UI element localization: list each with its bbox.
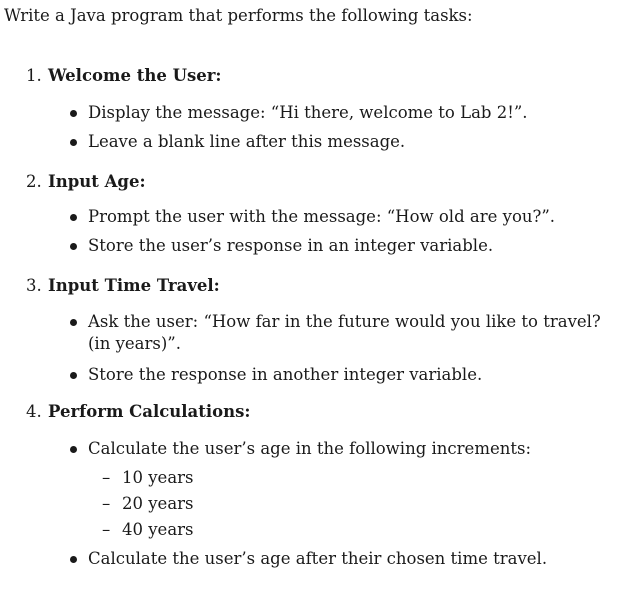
sub-list-item — [102, 520, 194, 539]
dash-icon: – — [102, 468, 111, 487]
bullet-icon — [70, 243, 77, 250]
bullet-icon — [70, 139, 77, 146]
section-1-title: Welcome the User: — [48, 66, 222, 85]
list-item — [70, 364, 630, 386]
sub-item-text: 20 years — [122, 494, 194, 513]
section-4-heading — [26, 402, 251, 421]
sub-list-item — [102, 494, 194, 513]
list-item — [70, 102, 630, 124]
section-1-number: 1. — [26, 66, 42, 85]
bullet-text: Store the user’s response in an integer variable. — [88, 236, 494, 255]
bullet-text: Store the response in another integer variable. — [88, 365, 483, 384]
list-item — [70, 438, 630, 460]
section-3-heading — [26, 276, 220, 295]
bullet-text: Prompt the user with the message: “How old are you?”. — [88, 207, 556, 226]
bullet-text: Calculate the user’s age after their chosen time travel. — [88, 549, 548, 568]
list-item — [70, 206, 630, 228]
intro-text: Write a Java program that performs the following tasks: — [4, 6, 473, 25]
list-item — [70, 548, 630, 570]
bullet-icon — [70, 446, 77, 453]
section-2-title: Input Age: — [48, 172, 146, 191]
bullet-text: Leave a blank line after this message. — [88, 132, 406, 151]
section-2-number: 2. — [26, 172, 42, 191]
section-3-number: 3. — [26, 276, 42, 295]
sub-list-item — [102, 468, 194, 487]
bullet-icon — [70, 556, 77, 563]
section-4-title: Perform Calculations: — [48, 402, 251, 421]
list-item — [70, 235, 630, 257]
list-item — [70, 131, 630, 153]
bullet-icon — [70, 110, 77, 117]
bullet-icon — [70, 319, 77, 326]
section-3-title: Input Time Travel: — [48, 276, 220, 295]
section-1-heading — [26, 66, 222, 85]
bullet-icon — [70, 214, 77, 221]
list-item — [70, 311, 610, 355]
sub-item-text: 40 years — [122, 520, 194, 539]
dash-icon: – — [102, 520, 111, 539]
bullet-text: Calculate the user’s age in the following increments: — [88, 439, 532, 458]
bullet-text: Display the message: “Hi there, welcome to Lab 2!”. — [88, 103, 528, 122]
sub-item-text: 10 years — [122, 468, 194, 487]
section-2-heading — [26, 172, 146, 191]
dash-icon: – — [102, 494, 111, 513]
bullet-text: Ask the user: “How far in the future would you like to travel? (in years)”. — [88, 312, 601, 353]
bullet-icon — [70, 372, 77, 379]
section-4-number: 4. — [26, 402, 42, 421]
